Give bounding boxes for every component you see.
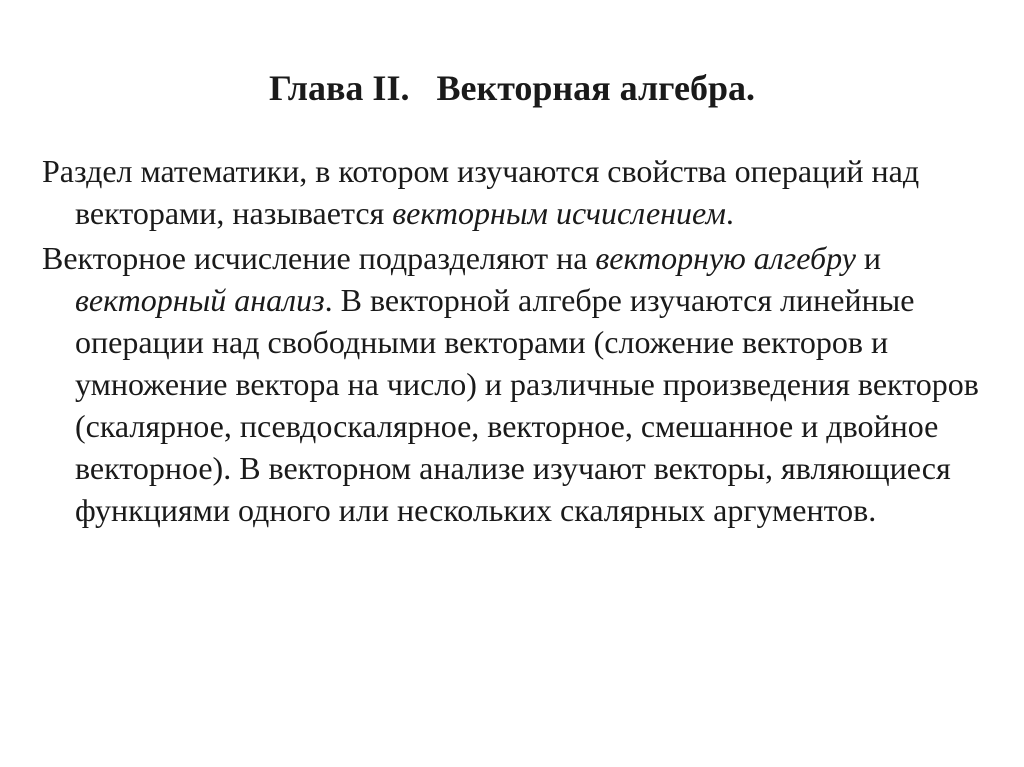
term-vector-analysis: векторный анализ [75, 282, 325, 318]
paragraph-vector-calculus-divisions [42, 237, 1002, 531]
paragraph-text: . В векторной алгебре изучаются линейные операции над свободными векторами (сложение векторов и умножение вектора на число) и различные произведения векторов (скалярное, псевдоскалярное, векторное, смешанное и двойное векторное). В векторном анализе изучают векторы, являющиеся функциями одного или нескольких скалярных аргументов. [75, 282, 979, 528]
term-vector-algebra: векторную алгебру [595, 240, 856, 276]
paragraph-text: . [725, 195, 734, 231]
paragraph-text: и [855, 240, 882, 276]
paragraph-vector-calculus-definition [42, 150, 1002, 234]
paragraph-text: Раздел математики, в котором изучаются свойства операций над векторами, называется [42, 153, 920, 231]
slide-body [42, 150, 1002, 531]
paragraph-text: Векторное исчисление подразделяют на [42, 240, 596, 276]
slide-title: Глава II. Векторная алгебра. [268, 68, 756, 108]
term-vector-calculus: векторным исчислением [392, 195, 726, 231]
